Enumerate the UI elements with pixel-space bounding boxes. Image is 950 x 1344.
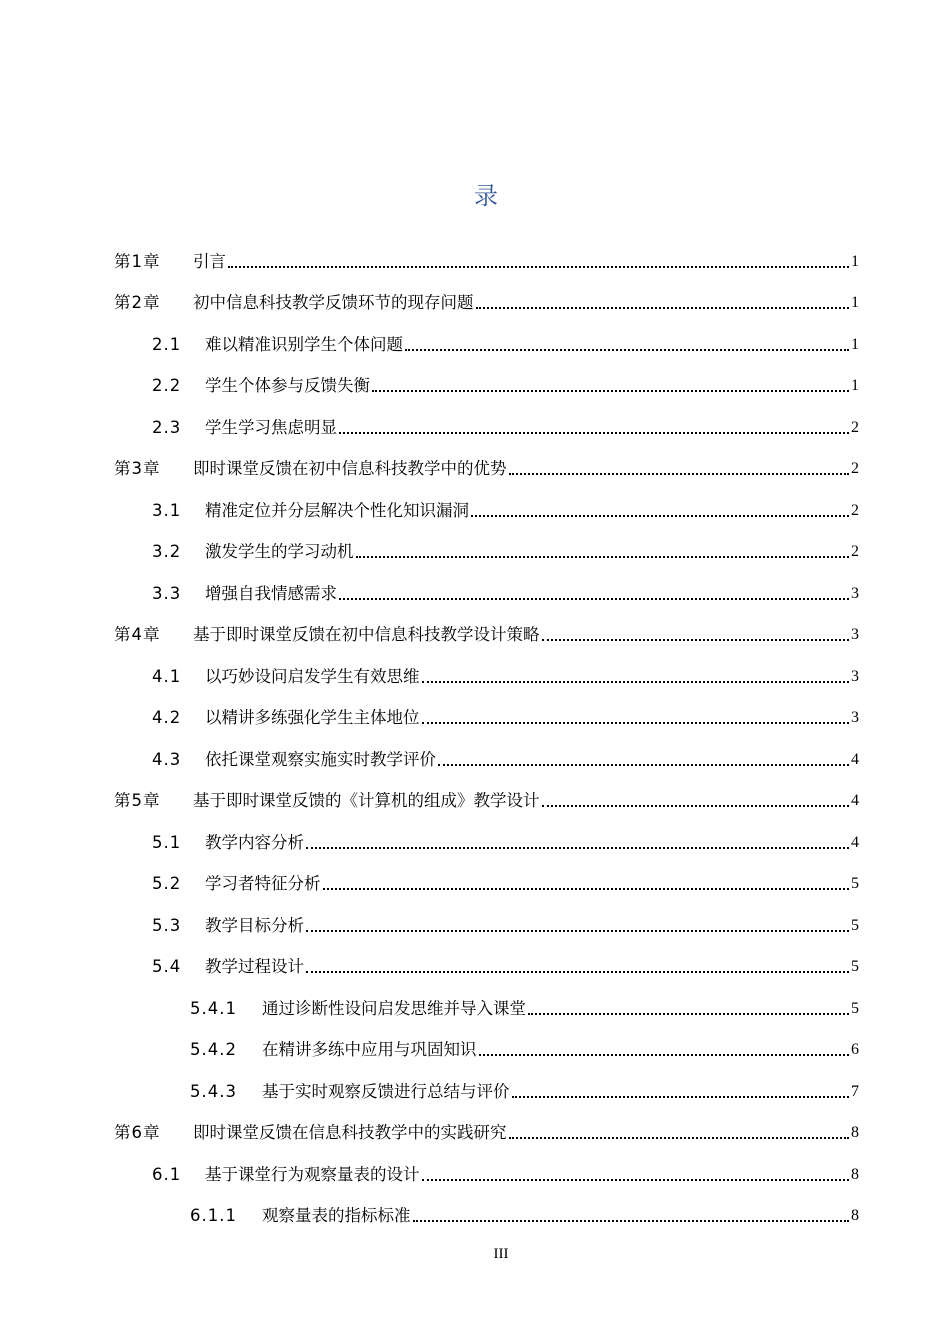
toc-entry-title: 精准定位并分层解决个性化知识漏洞	[205, 501, 469, 520]
toc-entry[interactable]	[114, 786, 859, 812]
toc-entry-title: 基于实时观察反馈进行总结与评价	[262, 1082, 510, 1101]
dot-leader	[542, 639, 850, 641]
toc-entry[interactable]	[152, 952, 859, 978]
dot-leader	[422, 1179, 850, 1181]
toc-entry-page: 5	[851, 1000, 859, 1017]
toc-entry-title: 引言	[193, 252, 226, 271]
dot-leader	[422, 722, 850, 724]
toc-entry-page: 1	[851, 377, 859, 394]
toc-entry-number: 第2章	[114, 293, 161, 312]
toc-entry-number: 第5章	[114, 791, 161, 810]
dot-leader	[509, 473, 850, 475]
toc-entry-title: 学习者特征分析	[205, 874, 321, 893]
toc-entry[interactable]	[152, 703, 859, 729]
toc-entry-page: 2	[851, 502, 859, 519]
toc-entry-number: 6.1	[152, 1165, 182, 1184]
toc-entry[interactable]	[190, 994, 859, 1020]
dot-leader	[306, 971, 849, 973]
toc-entry-page: 5	[851, 917, 859, 934]
toc-entry[interactable]	[114, 454, 859, 480]
toc-entry-page: 6	[851, 1041, 859, 1058]
toc-entry-number: 2.1	[152, 335, 182, 354]
toc-entry-title: 难以精准识别学生个体问题	[205, 335, 403, 354]
toc-entry[interactable]	[152, 330, 859, 356]
page-number: III	[493, 1246, 509, 1262]
toc-entry-page: 8	[851, 1207, 859, 1224]
toc-entry-title: 即时课堂反馈在初中信息科技教学中的优势	[193, 459, 507, 478]
toc-entry-page: 5	[851, 875, 859, 892]
toc-entry-number: 5.4.2	[190, 1040, 237, 1059]
toc-entry-page: 3	[851, 668, 859, 685]
dot-leader	[339, 598, 849, 600]
toc-entry-number: 3.2	[152, 542, 182, 561]
toc-entry[interactable]	[152, 579, 859, 605]
toc-entry-number: 3.1	[152, 501, 182, 520]
toc-entry-page: 4	[851, 751, 859, 768]
toc-entry-page: 2	[851, 419, 859, 436]
dot-leader	[413, 1220, 850, 1222]
toc-entry-title: 基于即时课堂反馈的《计算机的组成》教学设计	[193, 791, 540, 810]
toc-entry[interactable]	[152, 828, 859, 854]
toc-entry-number: 5.1	[152, 833, 182, 852]
toc-entry[interactable]	[114, 247, 859, 273]
toc-entry-page: 3	[851, 709, 859, 726]
toc-entry-number: 2.3	[152, 418, 182, 437]
dot-leader	[542, 805, 850, 807]
toc-entry-page: 3	[851, 585, 859, 602]
toc-entry[interactable]	[152, 911, 859, 937]
toc-entry-title: 通过诊断性设问启发思维并导入课堂	[262, 999, 526, 1018]
toc-title: 录	[474, 182, 498, 210]
toc-entry-number: 5.3	[152, 916, 182, 935]
toc-entry-page: 3	[851, 626, 859, 643]
toc-entry[interactable]	[152, 869, 859, 895]
toc-entry-title: 激发学生的学习动机	[205, 542, 354, 561]
toc-entry[interactable]	[190, 1077, 859, 1103]
toc-entry-page: 4	[851, 834, 859, 851]
toc-entry-title: 以巧妙设问启发学生有效思维	[205, 667, 420, 686]
dot-leader	[228, 266, 849, 268]
toc-entry-number: 5.4	[152, 957, 182, 976]
toc-entry-title: 基于课堂行为观察量表的设计	[205, 1165, 420, 1184]
toc-entry-number: 2.2	[152, 376, 182, 395]
toc-entry-title: 以精讲多练强化学生主体地位	[205, 708, 420, 727]
toc-entry-title: 依托课堂观察实施实时教学评价	[205, 750, 436, 769]
toc-entry[interactable]	[152, 745, 859, 771]
toc-entry-title: 教学过程设计	[205, 957, 304, 976]
toc-entry-page: 1	[851, 294, 859, 311]
dot-leader	[512, 1096, 850, 1098]
dot-leader	[306, 847, 849, 849]
toc-entry-number: 4.1	[152, 667, 182, 686]
dot-leader	[509, 1137, 850, 1139]
dot-leader	[479, 1054, 850, 1056]
toc-entry[interactable]	[114, 288, 859, 314]
toc-entry-page: 7	[851, 1083, 859, 1100]
toc-entry-number: 4.2	[152, 708, 182, 727]
dot-leader	[339, 432, 849, 434]
dot-leader	[306, 930, 849, 932]
toc-entry-number: 5.4.3	[190, 1082, 237, 1101]
toc-entry-page: 4	[851, 792, 859, 809]
toc-entry[interactable]	[114, 620, 859, 646]
toc-entry-number: 第6章	[114, 1123, 161, 1142]
toc-entry[interactable]	[152, 371, 859, 397]
toc-entry-title: 学生学习焦虑明显	[205, 418, 337, 437]
toc-entry-number: 第1章	[114, 252, 161, 271]
dot-leader	[323, 888, 850, 890]
toc-entry-title: 在精讲多练中应用与巩固知识	[262, 1040, 477, 1059]
toc-entry[interactable]	[152, 1160, 859, 1186]
toc-entry-title: 增强自我情感需求	[205, 584, 337, 603]
toc-entry-page: 2	[851, 460, 859, 477]
toc-entry[interactable]	[114, 1118, 859, 1144]
dot-leader	[422, 681, 850, 683]
toc-entry-page: 1	[851, 253, 859, 270]
dot-leader	[405, 349, 849, 351]
toc-entry-title: 教学目标分析	[205, 916, 304, 935]
toc-entry-number: 5.4.1	[190, 999, 237, 1018]
toc-entry-number: 3.3	[152, 584, 182, 603]
toc-entry-number: 第3章	[114, 459, 161, 478]
toc-entry-title: 即时课堂反馈在信息科技教学中的实践研究	[193, 1123, 507, 1142]
toc-entry[interactable]	[190, 1201, 859, 1227]
toc-entry-number: 5.2	[152, 874, 182, 893]
dot-leader	[372, 390, 849, 392]
toc-entry[interactable]	[152, 413, 859, 439]
toc-entry-page: 8	[851, 1166, 859, 1183]
toc-entry-title: 基于即时课堂反馈在初中信息科技教学设计策略	[193, 625, 540, 644]
dot-leader	[476, 307, 850, 309]
toc-entry[interactable]	[152, 662, 859, 688]
toc-entry[interactable]	[152, 496, 859, 522]
toc-entry[interactable]	[190, 1035, 859, 1061]
toc-entry-number: 4.3	[152, 750, 182, 769]
toc-entry-title: 观察量表的指标标准	[262, 1206, 411, 1225]
dot-leader	[356, 556, 850, 558]
toc-entry-number: 第4章	[114, 625, 161, 644]
toc-entry-page: 2	[851, 543, 859, 560]
toc-entry-title: 初中信息科技教学反馈环节的现存问题	[193, 293, 474, 312]
toc-entry[interactable]	[152, 537, 859, 563]
toc-entry-page: 5	[851, 958, 859, 975]
dot-leader	[438, 764, 849, 766]
dot-leader	[528, 1013, 849, 1015]
toc-entry-page: 8	[851, 1124, 859, 1141]
toc-entry-title: 教学内容分析	[205, 833, 304, 852]
toc-entry-title: 学生个体参与反馈失衡	[205, 376, 370, 395]
dot-leader	[471, 515, 849, 517]
toc-entry-number: 6.1.1	[190, 1206, 237, 1225]
toc-entry-page: 1	[851, 336, 859, 353]
